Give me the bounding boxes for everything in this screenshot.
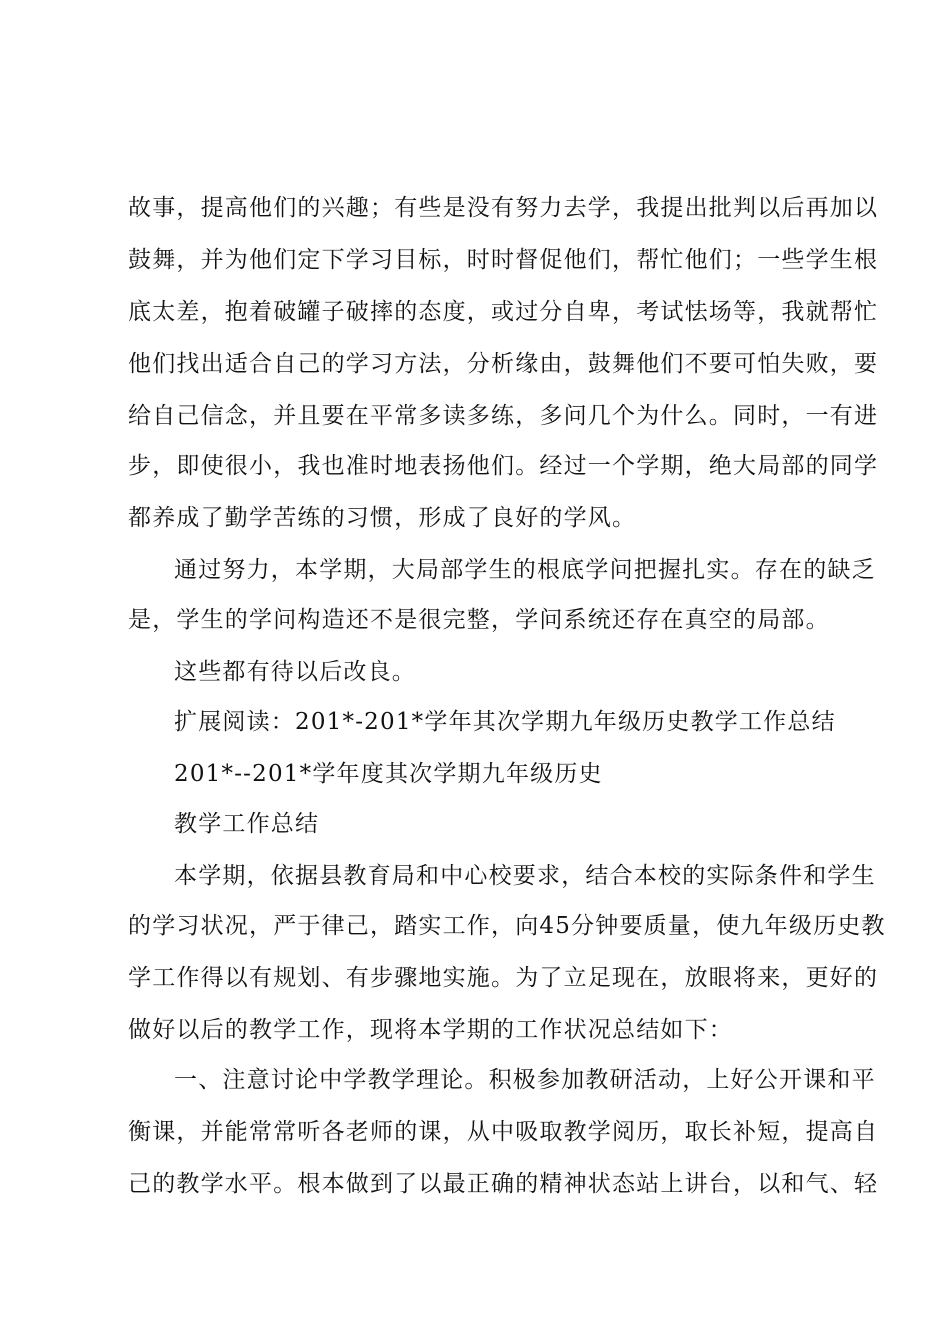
text-line: 本学期，依据县教育局和中心校要求，结合本校的实际条件和学生 <box>174 863 876 889</box>
document-subtitle: 教学工作总结 <box>174 811 320 837</box>
text-line: 做好以后的教学工作，现将本学期的工作状况总结如下： <box>128 1017 733 1043</box>
document-title: 201*--201*学年度其次学期九年级历史 <box>174 761 603 787</box>
section-heading: 扩展阅读：201*-201*学年其次学期九年级历史教学工作总结 <box>174 709 836 735</box>
text-line: 通过努力，本学期，大局部学生的根底学问把握扎实。存在的缺乏 <box>174 557 876 583</box>
text-line: 底太差，抱着破罐子破摔的态度，或过分自卑，考试怯场等，我就帮忙 <box>128 299 879 325</box>
text-line: 衡课，并能常常听各老师的课，从中吸取教学阅历，取长补短，提高自 <box>128 1119 879 1145</box>
text-line: 鼓舞，并为他们定下学习目标，时时督促他们，帮忙他们；一些学生根 <box>128 247 879 273</box>
text-line: 他们找出适合自己的学习方法，分析缘由，鼓舞他们不要可怕失败，要 <box>128 351 879 377</box>
text-line: 学工作得以有规划、有步骤地实施。为了立足现在，放眼将来，更好的 <box>128 965 879 991</box>
text-line: 的学习状况，严于律己，踏实工作，向45分钟要质量，使九年级历史教 <box>128 913 886 939</box>
text-line: 己的教学水平。根本做到了以最正确的精神状态站上讲台，以和气、轻 <box>128 1171 879 1197</box>
text-line: 一、注意讨论中学教学理论。积极参加教研活动，上好公开课和平 <box>174 1067 876 1093</box>
text-line: 步，即使很小，我也准时地表扬他们。经过一个学期，绝大局部的同学 <box>128 453 879 479</box>
text-line: 是，学生的学问构造还不是很完整，学问系统还存在真空的局部。 <box>128 607 830 633</box>
text-line: 给自己信念，并且要在平常多读多练，多问几个为什么。同时，一有进 <box>128 403 879 429</box>
text-line: 都养成了勤学苦练的习惯，形成了良好的学风。 <box>128 505 637 531</box>
text-line: 这些都有待以后改良。 <box>174 659 416 685</box>
text-line: 故事，提高他们的兴趣；有些是没有努力去学，我提出批判以后再加以 <box>128 195 879 221</box>
